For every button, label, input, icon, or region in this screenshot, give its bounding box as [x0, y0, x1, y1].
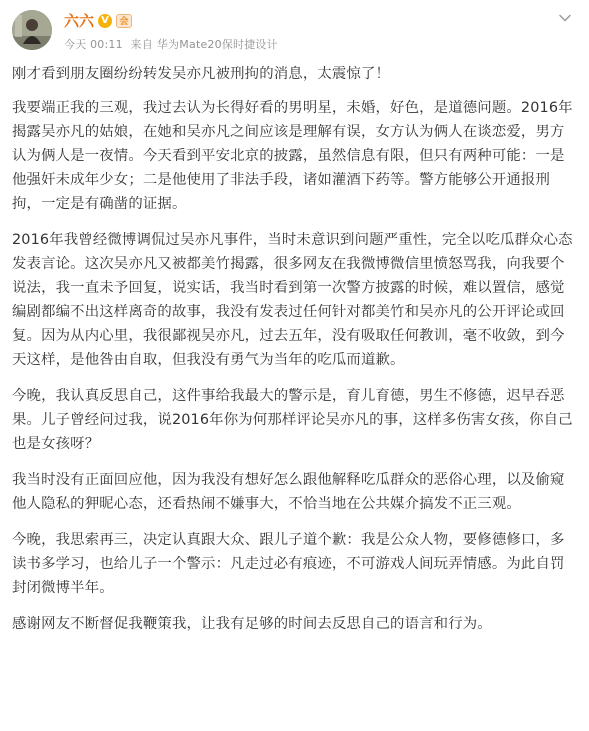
- verified-badge-icon: V: [98, 14, 112, 28]
- avatar[interactable]: [12, 10, 52, 50]
- post-paragraph: 感谢网友不断督促我鞭策我，让我有足够的时间去反思自己的语言和行为。: [12, 616, 492, 632]
- author-name-row: [64, 10, 132, 31]
- post-paragraph: 今晚，我认真反思自己，这件事给我最大的警示是，育儿育德，男生不修德，迟早吞恶果。儿子曾经问过我，说2016年你为何那样评论吴亦凡的事，这样多伤害女孩，你自己也是女孩呀？: [12, 388, 573, 452]
- member-badge-icon: 会: [116, 14, 132, 28]
- post-paragraph: 2016年我曾经微博调侃过吴亦凡事件，当时未意识到问题严重性，完全以吃瓜群众心态发表言论。这次吴亦凡又被都美竹揭露，很多网友在我微博微信里愤怒骂我，向我要个说法，我一直未予回复，说实话，我当时看到第一次警方披露的时候，难以置信，感觉编剧都编不出这样离奇的故事，我没有发表过任何针对都美竹和吴亦凡的公开评论或回复。因为从内心里，我很鄙视吴亦凡，过去五年，没有吸取任何教训，毫不收敛，到今天这样，是他咎由自取，但我没有勇气为当年的吃瓜而道歉。: [12, 232, 573, 368]
- post-paragraph: 刚才看到朋友圈纷纷转发吴亦凡被刑拘的消息，太震惊了！: [12, 66, 391, 82]
- author-name[interactable]: 六六: [64, 12, 95, 30]
- post-body: [12, 62, 578, 648]
- chevron-down-icon[interactable]: [559, 14, 571, 22]
- post-time[interactable]: 今天 00:11: [64, 38, 123, 51]
- avatar-icon: [12, 10, 52, 50]
- post-paragraph: 我要端正我的三观，我过去认为长得好看的男明星，未婚，好色，是道德问题。2016年揭露吴亦凡的姑娘，在她和吴亦凡之间应该是理解有误，女方认为俩人在谈恋爱，男方认为俩人是一夜情。今天看到平安北京的披露，虽然信息有限，但只有两种可能：一是他强奸未成年少女；二是他使用了非法手段，诸如灌酒下药等。警方能够公开通报刑拘，一定是有确凿的证据。: [12, 100, 573, 212]
- source-prefix: 来自: [130, 38, 153, 51]
- post-meta: [64, 36, 282, 52]
- post-device: 华为Mate20保时捷设计: [156, 38, 278, 51]
- post-paragraph: 我当时没有正面回应他，因为我没有想好怎么跟他解释吃瓜群众的恶俗心理，以及偷窥他人隐私的狎昵心态，还看热闹不嫌事大，不恰当地在公共媒介搞发不正三观。: [12, 472, 565, 512]
- post-paragraph: 今晚，我思索再三，决定认真跟大众、跟儿子道个歉：我是公众人物，要修德修口，多读书多学习，也给儿子一个警示：凡走过必有痕迹，不可游戏人间玩弄情感。为此自罚封闭微博半年。: [12, 532, 565, 596]
- post-header: [0, 0, 589, 62]
